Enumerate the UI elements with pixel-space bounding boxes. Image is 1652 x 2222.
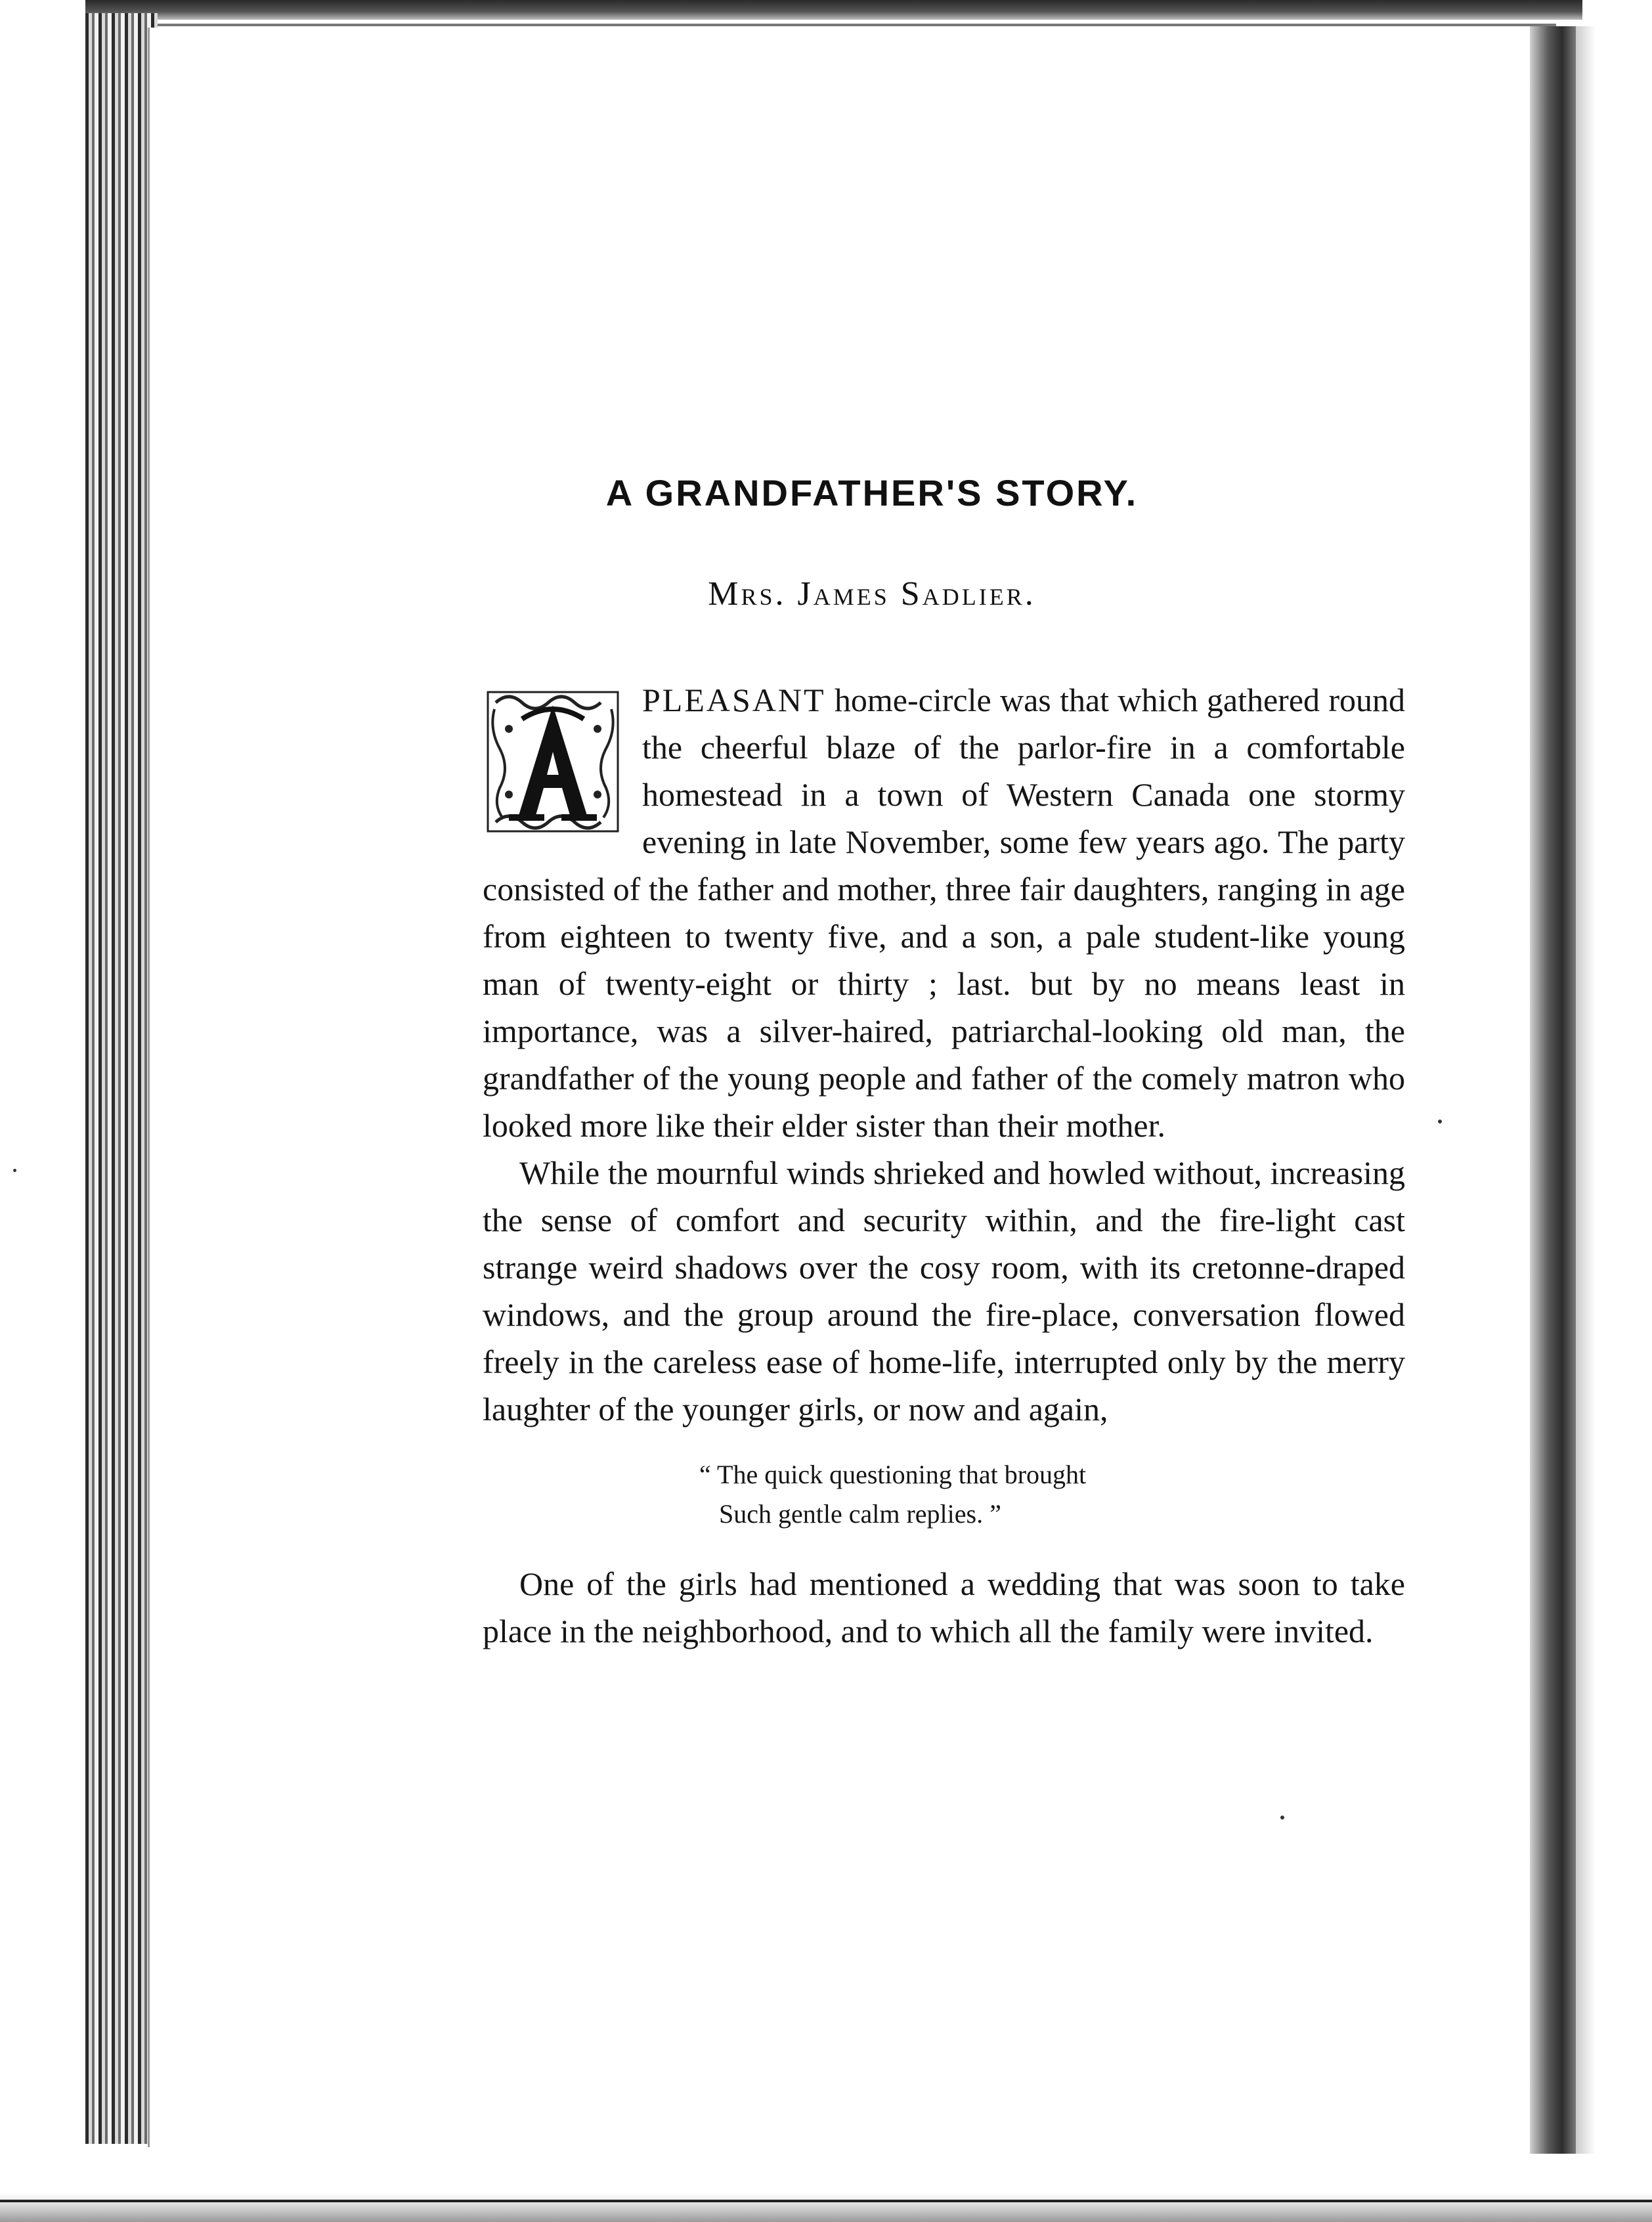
verse-line-1: “ The quick questioning that brought [699,1460,1087,1489]
paragraph-2: While the mournful winds shrieked and howled without, increasing the sense of comfort and security within, and the fire-light cast strange weird shadows over the cosy room, with its cretonne-draped windows, and the group around the fire-place, conversation flowed freely in the careless ease of home-life, interrupted only by the merry laughter of the younger girls, or now and again, [483,1154,1405,1427]
story-body [483,676,1405,1655]
page-stack-edges [85,13,158,2144]
paragraph-3: One of the girls had mentioned a wedding that was soon to take place in the neighborhood, and to which all the family were invited. [483,1565,1405,1649]
scan-speck [1280,1816,1284,1819]
scan-bottom-rule [0,2200,1652,2202]
book-gutter-outer [1576,26,1596,2154]
scan-speck [1438,1120,1442,1123]
story-title: A GRANDFATHER'S STORY. [605,471,1139,513]
ornamental-dropcap [483,683,624,840]
verse-quote [483,1455,1405,1534]
verse-line-2: Such gentle calm replies. ” [719,1499,1001,1529]
dropcap-letter: A [550,809,555,816]
paragraph-1-text: home-circle was that which gathered round the cheerful blaze of the parlor-fire in a comfortable homestead in a town of Western Canada one stormy evening in late November, some few years ago. The party consisted of the father and mother, three fair daughters, ranging in age from eighteen to twenty five, and a son, a pale student-like young man of twenty-eight or thirty ; last. but by no means least in importance, was a silver-haired, patriarchal-looking old man, the grandfather of the young people and father of the comely matron who looked more like their elder sister than their mother. [483,682,1405,1144]
ornamental-dropcap-icon [483,683,624,840]
paragraph-1 [483,676,1405,1149]
scan-top-line [85,24,1556,26]
first-word: PLEASANT [642,682,826,718]
story-author: Mrs. James Sadlier. [708,575,1036,613]
scan-bottom-edge [0,2193,1652,2222]
book-gutter [1530,26,1576,2154]
scan-speck [13,1169,16,1172]
scan-top-edge [85,0,1582,20]
